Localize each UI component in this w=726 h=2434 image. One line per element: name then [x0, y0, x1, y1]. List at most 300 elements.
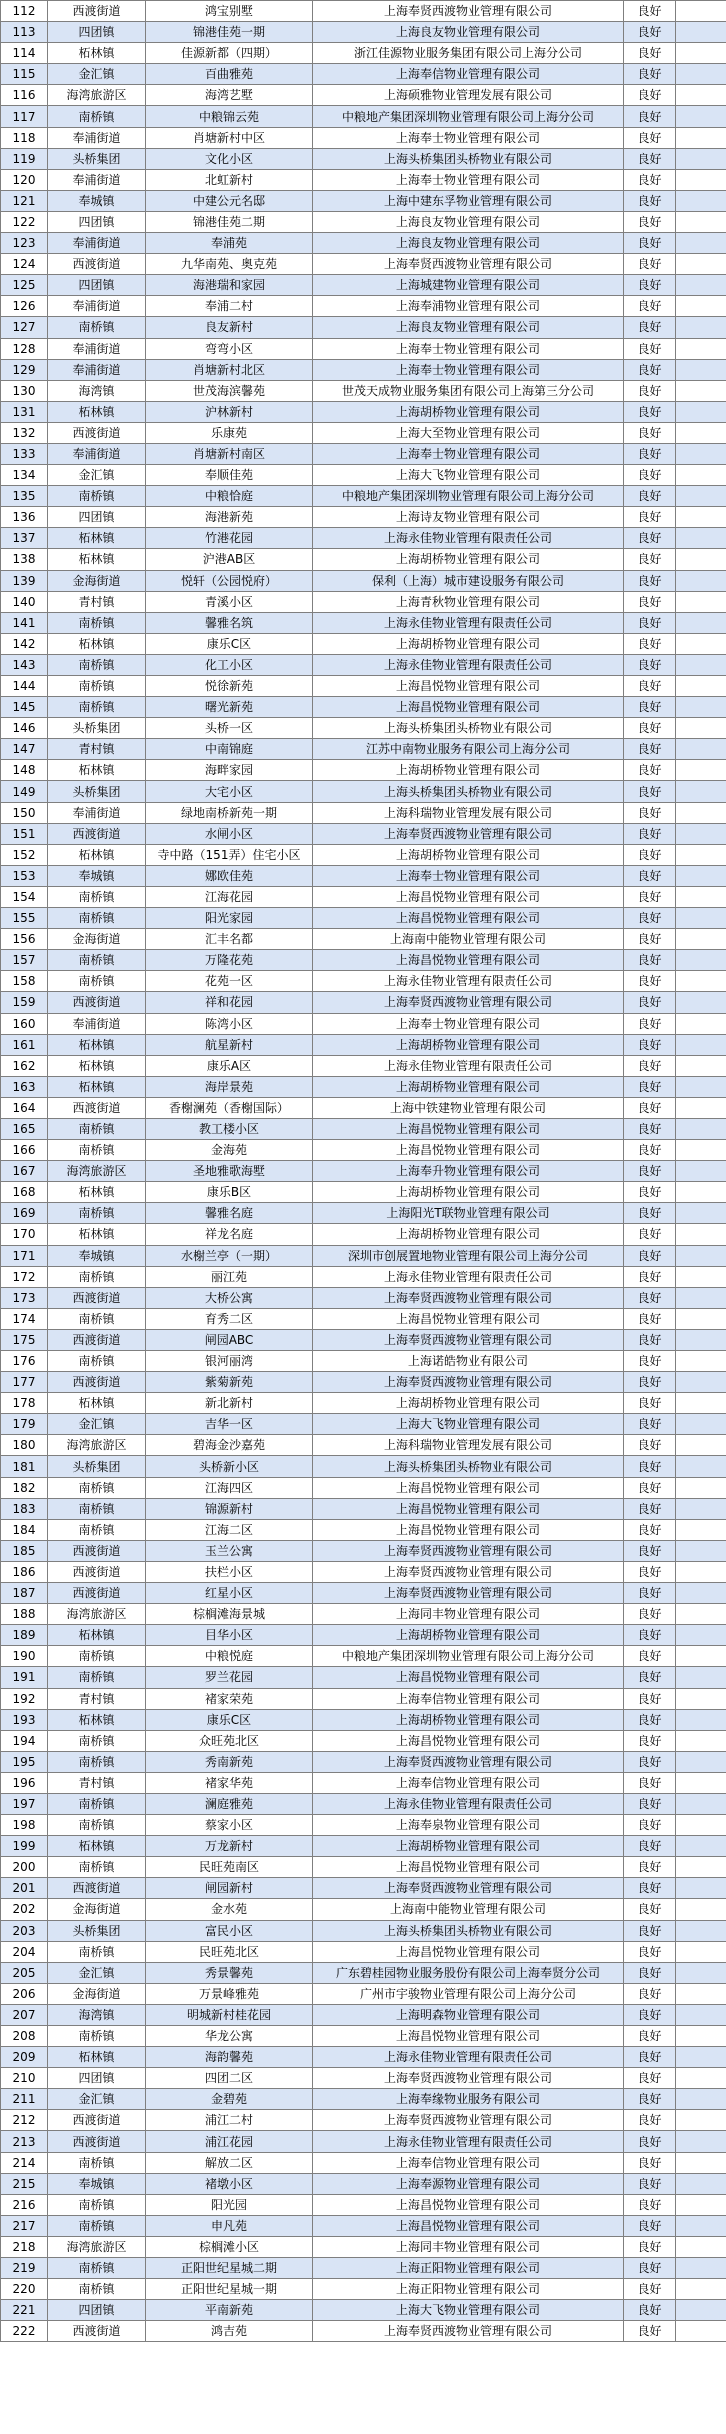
table-row — [1, 802, 726, 823]
community-name-cell: 浦江二村 — [146, 2110, 313, 2131]
property-company-cell: 上海头桥集团头桥物业有限公司 — [313, 781, 624, 802]
property-company-cell: 上海青秋物业管理有限公司 — [313, 591, 624, 612]
community-name-cell: 海韵馨苑 — [146, 2047, 313, 2068]
empty-cell-cell — [676, 1878, 726, 1899]
rating-cell: 良好 — [624, 1519, 676, 1540]
rating-cell: 良好 — [624, 1772, 676, 1793]
empty-cell-cell — [676, 1772, 726, 1793]
town-cell: 南桥镇 — [48, 1667, 146, 1688]
table-row — [1, 2047, 726, 2068]
property-company-cell: 上海奉士物业管理有限公司 — [313, 359, 624, 380]
empty-cell-cell — [676, 929, 726, 950]
row-number-cell: 190 — [1, 1646, 48, 1667]
community-name-cell: 碧海金沙嘉苑 — [146, 1435, 313, 1456]
empty-cell-cell — [676, 2004, 726, 2025]
table-row — [1, 1667, 726, 1688]
table-row — [1, 676, 726, 697]
rating-cell: 良好 — [624, 591, 676, 612]
property-company-cell: 上海诺皓物业有限公司 — [313, 1351, 624, 1372]
empty-cell-cell — [676, 296, 726, 317]
row-number-cell: 216 — [1, 2194, 48, 2215]
property-company-cell: 上海永佳物业管理有限责任公司 — [313, 1055, 624, 1076]
town-cell: 南桥镇 — [48, 317, 146, 338]
empty-cell-cell — [676, 971, 726, 992]
row-number-cell: 215 — [1, 2173, 48, 2194]
row-number-cell: 188 — [1, 1604, 48, 1625]
town-cell: 奉浦街道 — [48, 127, 146, 148]
row-number-cell: 168 — [1, 1182, 48, 1203]
community-name-cell: 正阳世纪星城一期 — [146, 2279, 313, 2300]
rating-cell: 良好 — [624, 1055, 676, 1076]
town-cell: 南桥镇 — [48, 1498, 146, 1519]
empty-cell-cell — [676, 1920, 726, 1941]
property-company-cell: 上海胡桥物业管理有限公司 — [313, 1393, 624, 1414]
property-company-cell: 上海奉贤西渡物业管理有限公司 — [313, 1540, 624, 1561]
community-name-cell: 锦港佳苑二期 — [146, 211, 313, 232]
town-cell: 柘林镇 — [48, 2047, 146, 2068]
rating-cell: 良好 — [624, 1287, 676, 1308]
row-number-cell: 136 — [1, 507, 48, 528]
table-row — [1, 2089, 726, 2110]
rating-cell: 良好 — [624, 1308, 676, 1329]
table-row — [1, 338, 726, 359]
empty-cell-cell — [676, 823, 726, 844]
empty-cell-cell — [676, 64, 726, 85]
community-name-cell: 竹港花园 — [146, 528, 313, 549]
property-company-cell: 上海永佳物业管理有限责任公司 — [313, 971, 624, 992]
community-name-cell: 悦徐新苑 — [146, 676, 313, 697]
property-company-cell: 上海奉缘物业服务有限公司 — [313, 2089, 624, 2110]
town-cell: 四团镇 — [48, 2300, 146, 2321]
empty-cell-cell — [676, 148, 726, 169]
empty-cell-cell — [676, 1414, 726, 1435]
row-number-cell: 171 — [1, 1245, 48, 1266]
empty-cell-cell — [676, 1097, 726, 1118]
community-name-cell: 头桥一区 — [146, 718, 313, 739]
row-number-cell: 206 — [1, 1983, 48, 2004]
table-row — [1, 2215, 726, 2236]
table-row — [1, 296, 726, 317]
rating-cell: 良好 — [624, 380, 676, 401]
town-cell: 奉城镇 — [48, 2173, 146, 2194]
row-number-cell: 139 — [1, 570, 48, 591]
community-name-cell: 褚家荣苑 — [146, 1688, 313, 1709]
property-company-cell: 上海奉士物业管理有限公司 — [313, 127, 624, 148]
town-cell: 奉浦街道 — [48, 338, 146, 359]
empty-cell-cell — [676, 2152, 726, 2173]
rating-cell: 良好 — [624, 422, 676, 443]
row-number-cell: 201 — [1, 1878, 48, 1899]
row-number-cell: 203 — [1, 1920, 48, 1941]
row-number-cell: 122 — [1, 211, 48, 232]
table-row — [1, 1561, 726, 1582]
table-row — [1, 465, 726, 486]
table-row — [1, 1456, 726, 1477]
table-row — [1, 1245, 726, 1266]
community-name-cell: 悦轩（公园悦府） — [146, 570, 313, 591]
empty-cell-cell — [676, 1498, 726, 1519]
rating-cell: 良好 — [624, 802, 676, 823]
empty-cell-cell — [676, 1667, 726, 1688]
table-row — [1, 1, 726, 22]
empty-cell-cell — [676, 2236, 726, 2257]
rating-cell: 良好 — [624, 1962, 676, 1983]
property-company-cell: 上海南中能物业管理有限公司 — [313, 1899, 624, 1920]
table-row — [1, 718, 726, 739]
row-number-cell: 191 — [1, 1667, 48, 1688]
empty-cell-cell — [676, 1393, 726, 1414]
empty-cell-cell — [676, 106, 726, 127]
community-name-cell: 红星小区 — [146, 1583, 313, 1604]
town-cell: 南桥镇 — [48, 1203, 146, 1224]
property-company-cell: 上海昌悦物业管理有限公司 — [313, 1140, 624, 1161]
rating-cell: 良好 — [624, 507, 676, 528]
property-company-cell: 上海大至物业管理有限公司 — [313, 422, 624, 443]
property-company-cell: 浙江佳源物业服务集团有限公司上海分公司 — [313, 43, 624, 64]
table-row — [1, 1920, 726, 1941]
empty-cell-cell — [676, 254, 726, 275]
community-name-cell: 新北新村 — [146, 1393, 313, 1414]
rating-cell: 良好 — [624, 760, 676, 781]
empty-cell-cell — [676, 612, 726, 633]
community-name-cell: 中粮锦云苑 — [146, 106, 313, 127]
empty-cell-cell — [676, 1055, 726, 1076]
community-name-cell: 肖塘新村中区 — [146, 127, 313, 148]
rating-cell: 良好 — [624, 2152, 676, 2173]
empty-cell-cell — [676, 22, 726, 43]
table-row — [1, 275, 726, 296]
table-row — [1, 697, 726, 718]
rating-cell: 良好 — [624, 1372, 676, 1393]
table-row — [1, 1372, 726, 1393]
row-number-cell: 149 — [1, 781, 48, 802]
town-cell: 柘林镇 — [48, 633, 146, 654]
row-number-cell: 207 — [1, 2004, 48, 2025]
row-number-cell: 200 — [1, 1857, 48, 1878]
community-name-cell: 锦源新村 — [146, 1498, 313, 1519]
rating-cell: 良好 — [624, 1625, 676, 1646]
community-name-cell: 扶栏小区 — [146, 1561, 313, 1582]
row-number-cell: 128 — [1, 338, 48, 359]
rating-cell: 良好 — [624, 1540, 676, 1561]
community-name-cell: 吉华一区 — [146, 1414, 313, 1435]
empty-cell-cell — [676, 380, 726, 401]
rating-cell: 良好 — [624, 1730, 676, 1751]
town-cell: 南桥镇 — [48, 1730, 146, 1751]
town-cell: 四团镇 — [48, 211, 146, 232]
property-company-cell: 上海同丰物业管理有限公司 — [313, 2236, 624, 2257]
town-cell: 奉浦街道 — [48, 359, 146, 380]
town-cell: 柘林镇 — [48, 1709, 146, 1730]
row-number-cell: 119 — [1, 148, 48, 169]
community-name-cell: 褚墩小区 — [146, 2173, 313, 2194]
table-row — [1, 254, 726, 275]
rating-cell: 良好 — [624, 127, 676, 148]
property-company-cell: 上海科瑞物业管理发展有限公司 — [313, 802, 624, 823]
empty-cell-cell — [676, 127, 726, 148]
community-name-cell: 闸园新村 — [146, 1878, 313, 1899]
table-row — [1, 1941, 726, 1962]
table-row — [1, 1540, 726, 1561]
table-row — [1, 2194, 726, 2215]
row-number-cell: 192 — [1, 1688, 48, 1709]
property-company-cell: 保利（上海）城市建设服务有限公司 — [313, 570, 624, 591]
rating-cell: 良好 — [624, 2110, 676, 2131]
town-cell: 青村镇 — [48, 1688, 146, 1709]
town-cell: 奉浦街道 — [48, 443, 146, 464]
town-cell: 海湾旅游区 — [48, 1435, 146, 1456]
town-cell: 西渡街道 — [48, 1, 146, 22]
rating-cell: 良好 — [624, 844, 676, 865]
empty-cell-cell — [676, 865, 726, 886]
rating-cell: 良好 — [624, 169, 676, 190]
community-name-cell: 万隆花苑 — [146, 950, 313, 971]
town-cell: 奉浦街道 — [48, 1013, 146, 1034]
community-name-cell: 民旺苑北区 — [146, 1941, 313, 1962]
community-name-cell: 阳光园 — [146, 2194, 313, 2215]
property-company-cell: 上海胡桥物业管理有限公司 — [313, 1836, 624, 1857]
property-company-cell: 上海奉贤西渡物业管理有限公司 — [313, 1583, 624, 1604]
rating-cell: 良好 — [624, 971, 676, 992]
community-name-cell: 目华小区 — [146, 1625, 313, 1646]
rating-cell: 良好 — [624, 2279, 676, 2300]
row-number-cell: 156 — [1, 929, 48, 950]
table-row — [1, 64, 726, 85]
row-number-cell: 195 — [1, 1751, 48, 1772]
rating-cell: 良好 — [624, 22, 676, 43]
community-name-cell: 绿地南桥新苑一期 — [146, 802, 313, 823]
community-name-cell: 正阳世纪星城二期 — [146, 2258, 313, 2279]
town-cell: 南桥镇 — [48, 886, 146, 907]
town-cell: 南桥镇 — [48, 950, 146, 971]
empty-cell-cell — [676, 992, 726, 1013]
row-number-cell: 126 — [1, 296, 48, 317]
community-name-cell: 奉顺佳苑 — [146, 465, 313, 486]
rating-cell: 良好 — [624, 465, 676, 486]
community-name-cell: 江海花园 — [146, 886, 313, 907]
community-name-cell: 北虹新村 — [146, 169, 313, 190]
property-company-cell: 上海胡桥物业管理有限公司 — [313, 1182, 624, 1203]
community-name-cell: 娜欧佳苑 — [146, 865, 313, 886]
row-number-cell: 118 — [1, 127, 48, 148]
row-number-cell: 124 — [1, 254, 48, 275]
town-cell: 柘林镇 — [48, 1076, 146, 1097]
row-number-cell: 205 — [1, 1962, 48, 1983]
property-company-cell: 上海胡桥物业管理有限公司 — [313, 760, 624, 781]
town-cell: 柘林镇 — [48, 549, 146, 570]
community-name-cell: 九华南苑、奥克苑 — [146, 254, 313, 275]
town-cell: 金汇镇 — [48, 2089, 146, 2110]
community-name-cell: 陈湾小区 — [146, 1013, 313, 1034]
property-company-cell: 上海奉贤西渡物业管理有限公司 — [313, 1372, 624, 1393]
table-row — [1, 1709, 726, 1730]
town-cell: 金海街道 — [48, 1899, 146, 1920]
property-company-cell: 上海诗友物业管理有限公司 — [313, 507, 624, 528]
row-number-cell: 146 — [1, 718, 48, 739]
community-name-cell: 玉兰公寓 — [146, 1540, 313, 1561]
town-cell: 西渡街道 — [48, 992, 146, 1013]
property-company-cell: 上海胡桥物业管理有限公司 — [313, 1625, 624, 1646]
community-name-cell: 教工楼小区 — [146, 1118, 313, 1139]
property-company-cell: 上海永佳物业管理有限责任公司 — [313, 2131, 624, 2152]
table-row — [1, 1329, 726, 1350]
empty-cell-cell — [676, 1266, 726, 1287]
town-cell: 海湾镇 — [48, 380, 146, 401]
row-number-cell: 196 — [1, 1772, 48, 1793]
property-company-cell: 上海昌悦物业管理有限公司 — [313, 1118, 624, 1139]
empty-cell-cell — [676, 1899, 726, 1920]
community-name-cell: 馨雅名庭 — [146, 1203, 313, 1224]
town-cell: 青村镇 — [48, 591, 146, 612]
empty-cell-cell — [676, 528, 726, 549]
empty-cell-cell — [676, 1646, 726, 1667]
empty-cell-cell — [676, 739, 726, 760]
property-company-cell: 上海昌悦物业管理有限公司 — [313, 1941, 624, 1962]
rating-cell: 良好 — [624, 1013, 676, 1034]
table-row — [1, 992, 726, 1013]
community-name-cell: 褚家华苑 — [146, 1772, 313, 1793]
row-number-cell: 161 — [1, 1034, 48, 1055]
community-name-cell: 金水苑 — [146, 1899, 313, 1920]
table-row — [1, 148, 726, 169]
empty-cell-cell — [676, 2215, 726, 2236]
empty-cell-cell — [676, 1203, 726, 1224]
rating-cell: 良好 — [624, 1435, 676, 1456]
row-number-cell: 221 — [1, 2300, 48, 2321]
rating-cell: 良好 — [624, 2068, 676, 2089]
empty-cell-cell — [676, 2300, 726, 2321]
empty-cell-cell — [676, 1351, 726, 1372]
row-number-cell: 217 — [1, 2215, 48, 2236]
table-row — [1, 823, 726, 844]
row-number-cell: 180 — [1, 1435, 48, 1456]
row-number-cell: 187 — [1, 1583, 48, 1604]
town-cell: 西渡街道 — [48, 1329, 146, 1350]
rating-cell: 良好 — [624, 1561, 676, 1582]
property-company-cell: 上海胡桥物业管理有限公司 — [313, 844, 624, 865]
community-name-cell: 康乐A区 — [146, 1055, 313, 1076]
town-cell: 西渡街道 — [48, 422, 146, 443]
row-number-cell: 185 — [1, 1540, 48, 1561]
empty-cell-cell — [676, 1983, 726, 2004]
town-cell: 南桥镇 — [48, 1815, 146, 1836]
town-cell: 南桥镇 — [48, 1941, 146, 1962]
town-cell: 南桥镇 — [48, 1118, 146, 1139]
empty-cell-cell — [676, 1308, 726, 1329]
town-cell: 金汇镇 — [48, 1414, 146, 1435]
rating-cell: 良好 — [624, 233, 676, 254]
town-cell: 四团镇 — [48, 22, 146, 43]
rating-cell: 良好 — [624, 148, 676, 169]
empty-cell-cell — [676, 1561, 726, 1582]
town-cell: 西渡街道 — [48, 1372, 146, 1393]
property-company-cell: 上海奉士物业管理有限公司 — [313, 865, 624, 886]
town-cell: 南桥镇 — [48, 612, 146, 633]
rating-cell: 良好 — [624, 2026, 676, 2047]
town-cell: 奉城镇 — [48, 1245, 146, 1266]
table-row — [1, 1182, 726, 1203]
community-name-cell: 澜庭雅苑 — [146, 1793, 313, 1814]
rating-cell: 良好 — [624, 1076, 676, 1097]
row-number-cell: 184 — [1, 1519, 48, 1540]
empty-cell-cell — [676, 908, 726, 929]
property-company-cell: 上海昌悦物业管理有限公司 — [313, 1730, 624, 1751]
town-cell: 西渡街道 — [48, 2321, 146, 2342]
town-cell: 南桥镇 — [48, 2152, 146, 2173]
rating-cell: 良好 — [624, 2173, 676, 2194]
rating-cell: 良好 — [624, 718, 676, 739]
community-name-cell: 华龙公寓 — [146, 2026, 313, 2047]
empty-cell-cell — [676, 1540, 726, 1561]
property-company-cell: 中粮地产集团深圳物业管理有限公司上海分公司 — [313, 486, 624, 507]
town-cell: 柘林镇 — [48, 43, 146, 64]
table-row — [1, 612, 726, 633]
row-number-cell: 163 — [1, 1076, 48, 1097]
row-number-cell: 158 — [1, 971, 48, 992]
table-row — [1, 1076, 726, 1097]
rating-cell: 良好 — [624, 1118, 676, 1139]
property-company-cell: 上海胡桥物业管理有限公司 — [313, 1034, 624, 1055]
rating-cell: 良好 — [624, 1667, 676, 1688]
community-name-cell: 水闸小区 — [146, 823, 313, 844]
empty-cell-cell — [676, 2194, 726, 2215]
property-company-cell: 上海奉贤西渡物业管理有限公司 — [313, 254, 624, 275]
town-cell: 南桥镇 — [48, 908, 146, 929]
row-number-cell: 177 — [1, 1372, 48, 1393]
rating-cell: 良好 — [624, 338, 676, 359]
row-number-cell: 172 — [1, 1266, 48, 1287]
town-cell: 南桥镇 — [48, 2279, 146, 2300]
community-name-cell: 百曲雅苑 — [146, 64, 313, 85]
row-number-cell: 143 — [1, 654, 48, 675]
row-number-cell: 213 — [1, 2131, 48, 2152]
rating-cell: 良好 — [624, 211, 676, 232]
table-row — [1, 127, 726, 148]
property-company-cell: 上海胡桥物业管理有限公司 — [313, 633, 624, 654]
rating-cell: 良好 — [624, 275, 676, 296]
empty-cell-cell — [676, 2279, 726, 2300]
property-company-cell: 上海南中能物业管理有限公司 — [313, 929, 624, 950]
community-name-cell: 闸园ABC — [146, 1329, 313, 1350]
rating-cell: 良好 — [624, 697, 676, 718]
table-row — [1, 1751, 726, 1772]
table-row — [1, 1161, 726, 1182]
rating-cell: 良好 — [624, 570, 676, 591]
community-name-cell: 民旺苑南区 — [146, 1857, 313, 1878]
empty-cell-cell — [676, 1815, 726, 1836]
community-name-cell: 馨雅名筑 — [146, 612, 313, 633]
town-cell: 南桥镇 — [48, 971, 146, 992]
community-name-cell: 中南锦庭 — [146, 739, 313, 760]
rating-cell: 良好 — [624, 2258, 676, 2279]
table-row — [1, 2321, 726, 2342]
property-company-cell: 上海昌悦物业管理有限公司 — [313, 676, 624, 697]
empty-cell-cell — [676, 633, 726, 654]
rating-cell: 良好 — [624, 1709, 676, 1730]
row-number-cell: 210 — [1, 2068, 48, 2089]
town-cell: 柘林镇 — [48, 1224, 146, 1245]
property-company-cell: 上海胡桥物业管理有限公司 — [313, 549, 624, 570]
community-name-cell: 罗兰花园 — [146, 1667, 313, 1688]
rating-cell: 良好 — [624, 1140, 676, 1161]
town-cell: 南桥镇 — [48, 1646, 146, 1667]
empty-cell-cell — [676, 1034, 726, 1055]
table-row — [1, 865, 726, 886]
community-name-cell: 中建公元名邸 — [146, 190, 313, 211]
table-row — [1, 1730, 726, 1751]
town-cell: 西渡街道 — [48, 823, 146, 844]
row-number-cell: 157 — [1, 950, 48, 971]
